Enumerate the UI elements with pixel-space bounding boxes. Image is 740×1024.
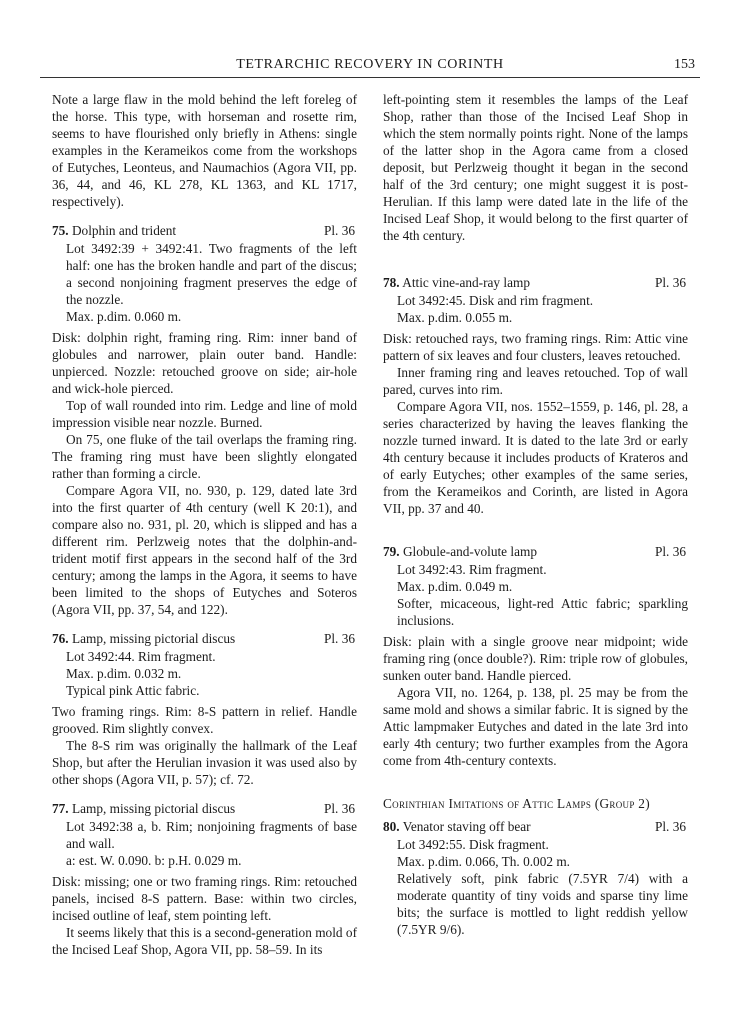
entry-description: Disk: retouched rays, two framing rings. Rim: Attic vine pattern of six leaves and four clusters, leaves retouched. (383, 331, 688, 363)
catalog-entry-76 (52, 630, 357, 788)
right-column (383, 91, 688, 938)
entry-heading (383, 274, 688, 291)
paragraph: Compare Agora VII, no. 930, p. 129, dated late 3rd into the first quarter of 4th century (well K 20:1), and compare also no. 931, pl. 20, which is slipped and has a different rim. Perlzweig notes that the dolphin-and-trident motif first appears in the second half of the 3rd century; among the lamps in the Agora, it seems to have been limited to the shops of Eutyches and Soteros (Agora VII, pp. 37, 54, and 122). (52, 483, 357, 617)
plate-reference: Pl. 36 (654, 819, 686, 834)
left-column (52, 91, 357, 958)
lot-line: Lot 3492:43. Rim fragment. (397, 562, 547, 577)
entry-title: Attic vine-and-ray lamp (402, 275, 530, 290)
catalog-entry-79 (383, 543, 688, 769)
entry-number: 79. (383, 544, 400, 559)
paragraph: Compare Agora VII, nos. 1552–1559, p. 146, pl. 28, a series characterized by having the leaves flanking the nozzle turned inward. It is dated to the late 3rd or early 4th century because it includes products of Krateros and of early Eutyches; other examples of the same series, from the Kerameikos and Corinth, are listed in Agora VII, pp. 37 and 40. (383, 399, 688, 516)
entry-description: Disk: dolphin right, framing ring. Rim: inner band of globules and narrower, plain outer band. Handle: unpierced. Nozzle: retouched groove on side; air-hole and wick-hole pierced. (52, 330, 357, 396)
entry-title: Dolphin and trident (71, 223, 177, 238)
entry-details (383, 836, 688, 938)
paragraph: Top of wall rounded into rim. Ledge and line of mold impression visible near nozzle. Burned. (52, 398, 357, 430)
catalog-entry-80 (383, 818, 688, 938)
plate-reference: Pl. 36 (323, 223, 355, 238)
lot-line: Lot 3492:38 a, b. Rim; nonjoining fragments of base and wall. (66, 819, 357, 851)
dimensions-line: Max. p.dim. 0.066, Th. 0.002 m. (397, 854, 570, 869)
plate-reference: Pl. 36 (654, 544, 686, 559)
entry-heading (52, 800, 357, 817)
catalog-entry-78 (383, 274, 688, 517)
entry-description: Disk: plain with a single groove near midpoint; wide framing ring (once double?). Rim: triple row of globules, sunken outer band. Handle pierced. (383, 634, 688, 683)
lot-line: Lot 3492:55. Disk fragment. (397, 837, 549, 852)
paragraph: Inner framing ring and leaves retouched. Top of wall pared, curves into rim. (383, 365, 688, 397)
dimensions-line: Max. p.dim. 0.060 m. (66, 309, 182, 324)
entry-number: 76. (52, 631, 69, 646)
entry-heading (52, 630, 357, 647)
dimensions-line: Max. p.dim. 0.055 m. (397, 310, 513, 325)
catalog-entry-75 (52, 222, 357, 618)
running-title: TETRARCHIC RECOVERY IN CORINTH (236, 57, 504, 72)
paragraph: Agora VII, no. 1264, p. 138, pl. 25 may be from the same mold and shows a similar fabric. It is signed by the Attic lampmaker Eutyches and dated in the late 3rd into early 4th century; two further examples from the Agora come from 4th-century contexts. (383, 685, 688, 768)
entry-number: 80. (383, 819, 400, 834)
entry-number: 75. (52, 223, 69, 238)
entry-heading (383, 543, 688, 560)
entry-details (383, 561, 688, 629)
dimensions-line: a: est. W. 0.090. b: p.H. 0.029 m. (66, 853, 242, 868)
paragraph-continued: Note a large flaw in the mold behind the left foreleg of the horse. This type, with horseman and rosette rim, seems to have flourished only briefly in Athens: single examples in the Kerameikos come from the workshops of Eutyches, Leonteus, and Naumachios (Agora VII, pp. 36, 44, and 46, KL 278, KL 1363, and KL 1717, respectively). (52, 92, 357, 209)
fabric-line: Softer, micaceous, light-red Attic fabric; sparkling inclusions. (397, 596, 688, 628)
paragraph-continued: left-pointing stem it resembles the lamps of the Leaf Shop, rather than those of the Incised Leaf Shop in which the stem normally points right. None of the lamps of the latter shop in the Agora came from a closed deposit, but Perlzweig thought it began in the second half of the 3rd century; one might suggest it is post-Herulian. If this lamp were dated late in the life of the Incised Leaf Shop, it would belong to the first quarter of the 4th century. (383, 92, 688, 243)
entry-heading (52, 222, 357, 239)
plate-reference: Pl. 36 (323, 631, 355, 646)
entry-heading (383, 818, 688, 835)
lot-line: Lot 3492:44. Rim fragment. (66, 649, 216, 664)
page-number: 153 (674, 57, 695, 72)
entry-details (52, 648, 357, 699)
paragraph: On 75, one fluke of the tail overlaps the framing ring. The framing ring must have been slightly elongated rather than forming a circle. (52, 432, 357, 481)
plate-reference: Pl. 36 (323, 801, 355, 816)
entry-description: Disk: missing; one or two framing rings. Rim: retouched panels, incised 8-S pattern. Base: within two circles, incised outline of leaf, stem pointing left. (52, 874, 357, 923)
fabric-line: Relatively soft, pink fabric (7.5YR 7/4) with a moderate quantity of tiny voids and sparse tiny lime bits; the surface is mottled to light reddish yellow (7.5YR 9/6). (397, 871, 688, 937)
catalog-entry-77 (52, 800, 357, 958)
entry-details (52, 818, 357, 869)
dimensions-line: Max. p.dim. 0.032 m. (66, 666, 182, 681)
entry-title: Lamp, missing pictorial discus (71, 801, 236, 816)
lot-line: Lot 3492:45. Disk and rim fragment. (397, 293, 594, 308)
entry-number: 77. (52, 801, 69, 816)
fabric-line: Typical pink Attic fabric. (66, 683, 200, 698)
plate-reference: Pl. 36 (654, 275, 686, 290)
dimensions-line: Max. p.dim. 0.049 m. (397, 579, 513, 594)
paragraph: The 8-S rim was originally the hallmark of the Leaf Shop, but after the Herulian invasion it was used also by other shops (Agora VII, p. 57); cf. 72. (52, 738, 357, 787)
entry-details (383, 292, 688, 326)
lot-line: Lot 3492:39 + 3492:41. Two fragments of the left half: one has the broken handle and part of the discus; a second nonjoining fragment preserves the edge of the nozzle. (66, 241, 357, 307)
entry-description: Two framing rings. Rim: 8-S pattern in relief. Handle grooved. Rim slightly convex. (52, 704, 357, 736)
entry-title: Lamp, missing pictorial discus (71, 631, 236, 646)
entry-number: 78. (383, 275, 400, 290)
section-heading: Corinthian Imitations of Attic Lamps (Group 2) (383, 796, 650, 811)
entry-details (52, 240, 357, 325)
paragraph: It seems likely that this is a second-generation mold of the Incised Leaf Shop, Agora VII, pp. 58–59. In its (52, 925, 357, 957)
entry-title: Venator staving off bear (402, 819, 531, 834)
entry-title: Globule-and-volute lamp (402, 544, 537, 559)
running-head (40, 57, 700, 78)
